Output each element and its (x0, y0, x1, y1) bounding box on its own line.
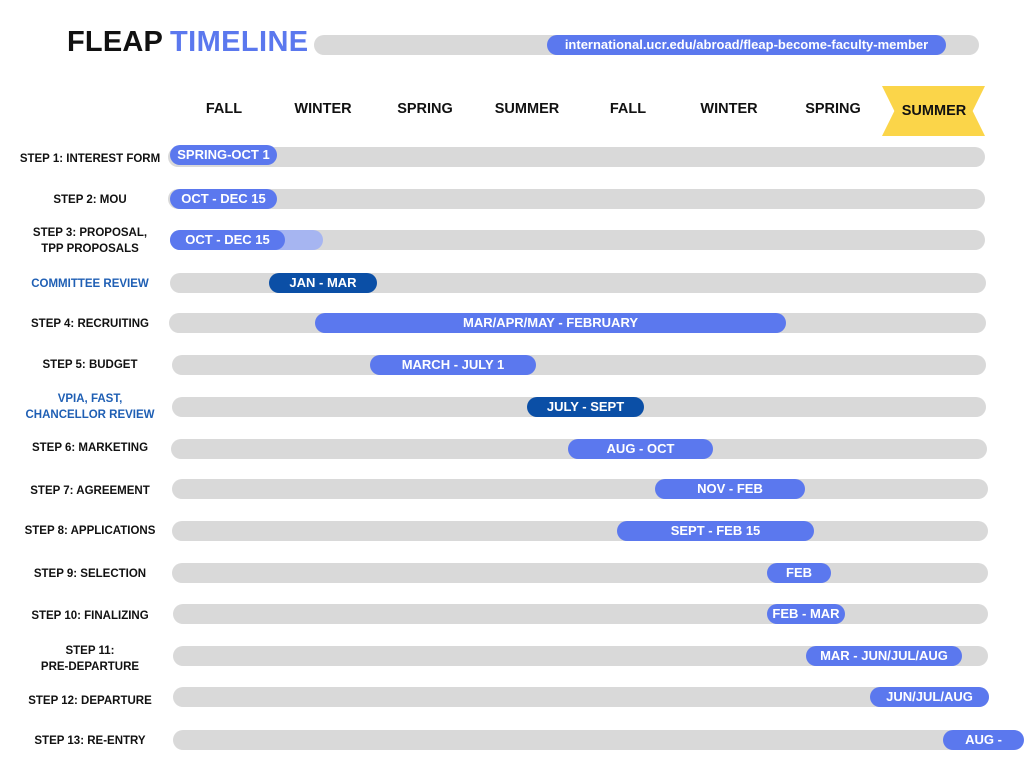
timeline-bar-14: JUN/JUL/AUG (870, 687, 989, 707)
timeline-bar-10: SEPT - FEB 15 (617, 521, 814, 541)
timeline-bar-2: OCT - DEC 15 (170, 189, 277, 209)
step-label-5: STEP 4: RECRUITING (31, 318, 149, 330)
step-label-3: STEP 3: PROPOSAL, TPP PROPOSALS (32, 227, 148, 255)
season-winter-6: WINTER (700, 101, 758, 117)
timeline-track-15 (173, 730, 988, 750)
title-fleap: FLEAP (67, 26, 164, 58)
step-label-9: STEP 7: AGREEMENT (30, 485, 150, 497)
timeline-bar-8: AUG - OCT (568, 439, 713, 459)
step-label-14: STEP 12: DEPARTURE (28, 695, 152, 707)
timeline-bar-5: MAR/APR/MAY - FEBRUARY (315, 313, 786, 333)
step-label-15: STEP 13: RE-ENTRY (34, 735, 146, 747)
step-label-7: VPIA, FAST, CHANCELLOR REVIEW (25, 393, 155, 421)
timeline-bar-15: AUG - (943, 730, 1024, 750)
timeline-bar-4: JAN - MAR (269, 273, 377, 293)
timeline-bar-7: JULY - SEPT (527, 397, 644, 417)
step-label-13: STEP 11: PRE-DEPARTURE (40, 645, 140, 673)
timeline-bar-11: FEB (767, 563, 831, 583)
step-label-11: STEP 9: SELECTION (33, 568, 147, 580)
timeline-track-11 (172, 563, 988, 583)
season-summer-8: SUMMER (901, 103, 967, 119)
season-spring-3: SPRING (397, 101, 453, 117)
timeline-track-6 (172, 355, 986, 375)
season-fall-1: FALL (205, 101, 243, 117)
timeline-track-9 (172, 479, 988, 499)
timeline-bar-3: OCT - DEC 15 (170, 230, 285, 250)
season-summer-4: SUMMER (494, 101, 560, 117)
step-label-8: STEP 6: MARKETING (31, 442, 149, 454)
timeline-bar-12: FEB - MAR (767, 604, 845, 624)
timeline-track-12 (173, 604, 988, 624)
step-label-10: STEP 8: APPLICATIONS (24, 525, 156, 537)
timeline-bar-9: NOV - FEB (655, 479, 805, 499)
timeline-bar-6: MARCH - JULY 1 (370, 355, 536, 375)
url-link[interactable]: international.ucr.edu/abroad/fleap-become-faculty-member (547, 35, 946, 55)
timeline-track-1 (168, 147, 985, 167)
step-label-6: STEP 5: BUDGET (42, 359, 138, 371)
step-label-1: STEP 1: INTEREST FORM (19, 153, 161, 165)
timeline-bar-13: MAR - JUN/JUL/AUG (806, 646, 962, 666)
timeline-track-10 (172, 521, 988, 541)
timeline-track-2 (168, 189, 985, 209)
step-label-2: STEP 2: MOU (53, 194, 127, 206)
season-winter-2: WINTER (294, 101, 352, 117)
season-spring-7: SPRING (805, 101, 861, 117)
title-timeline: TIMELINE (170, 26, 309, 58)
step-label-4: COMMITTEE REVIEW (31, 278, 149, 290)
timeline-track-14 (173, 687, 989, 707)
season-fall-5: FALL (609, 101, 647, 117)
timeline-bar-1: SPRING-OCT 1 (170, 145, 277, 165)
step-label-12: STEP 10: FINALIZING (31, 610, 149, 622)
